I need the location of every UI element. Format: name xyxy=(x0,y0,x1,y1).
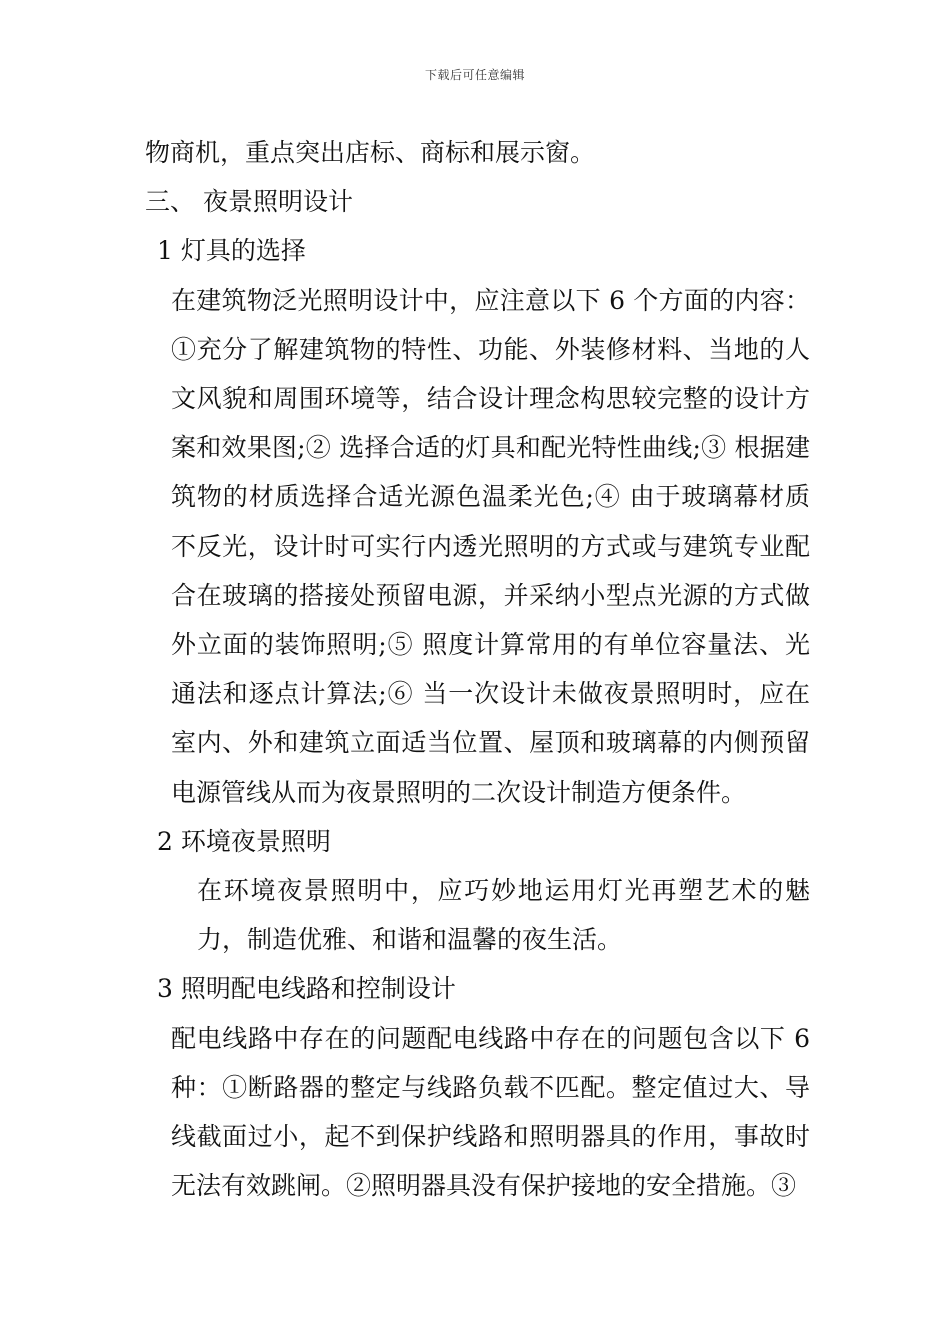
paragraph-continuation: 物商机，重点突出店标、商标和展示窗。 xyxy=(145,138,596,167)
paragraph-environment-lighting: 在环境夜景照明中，应巧妙地运用灯光再塑艺术的魅力，制造优雅、和谐和温馨的夜生活。 xyxy=(197,876,810,955)
section-heading-3: 三、 夜景照明设计 xyxy=(145,187,353,217)
subheading-distribution-control: 3 照明配电线路和控制设计 xyxy=(157,974,456,1004)
document-body xyxy=(145,128,810,1210)
subheading-lamp-selection: 1 灯具的选择 xyxy=(157,236,306,266)
page-header-note: 下载后可任意编辑 xyxy=(424,68,525,82)
paragraph-distribution-issues: 配电线路中存在的问题配电线路中存在的问题包含以下 6 种：①断路器的整定与线路负载不匹配。整定值过大、导线截面过小，起不到保护线路和照明器具的作用，事故时无法有效跳闸。②照明器具没有保护接地的安全措施。③ xyxy=(171,1023,810,1201)
paragraph-floodlighting: 在建筑物泛光照明设计中，应注意以下 6 个方面的内容：①充分了解建筑物的特性、功能、外装修材料、当地的人文风貌和周围环境等，结合设计理念构思较完整的设计方案和效果图;② 选择合适的灯具和配光特性曲线;③ 根据建筑物的材质选择合适光源色温柔光色;④ 由于玻璃幕材质不反光，设计时可实行内透光照明的方式或与建筑专业配合在玻璃的搭接处预留电源，并采纳小型点光源的方式做外立面的装饰照明;⑤ 照度计算常用的有单位容量法、光通法和逐点计算法;⑥ 当一次设计未做夜景照明时，应在室内、外和建筑立面适当位置、屋顶和玻璃幕的内侧预留电源管线从而为夜景照明的二次设计制造方便条件。 xyxy=(171,285,810,807)
subheading-environment-lighting: 2 环境夜景照明 xyxy=(157,826,331,856)
